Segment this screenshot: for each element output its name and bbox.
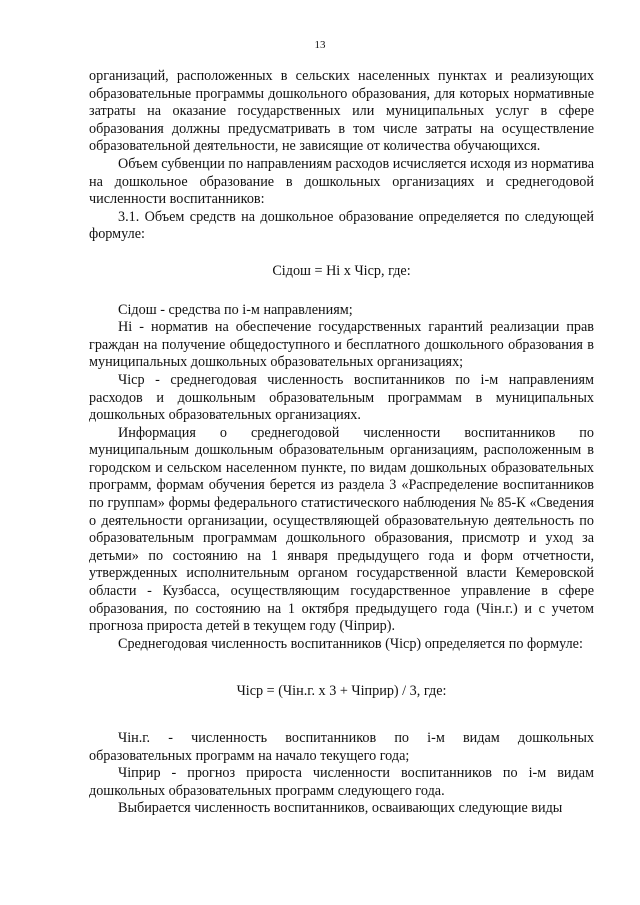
paragraph-7: Информация о среднегодовой численности воспитанников по муниципальным дошкольным образовательным организациям, расположенным в городском и сельском населенном пункте, по видам дошкольных образовательных программ, формам обучения берется из раздела 3 «Распределение воспитанников по группам» формы федерального статистического наблюдения № 85-К «Сведения о деятельности организации, осуществляющей образовательную деятельность по образовательным программам дошкольного образования, присмотр и уход за детьми» по состоянию на 1 января предыдущего года и форм отчетности, утвержденных исполнительным органом государственной власти Кемеровской области - Кузбасса, осуществляющим государственное управление в сфере образования, по состоянию на 1 октября предыдущего года (Чiн.г.) и с учетом прогноза прироста детей в текущем году (Чiприр). — [89, 424, 594, 635]
paragraph-11: Выбирается численность воспитанников, осваивающих следующие виды — [118, 800, 563, 817]
paragraph-2: Объем субвенции по направлениям расходов исчисляется исходя из норматива на дошкольное образование в дошкольных организациях и среднегодовой численности воспитанников: — [89, 155, 594, 208]
formula-1: Сiдош = Нi x Чiср, где: — [272, 262, 411, 279]
paragraph-4: Сiдош - средства по i-м направлениям; — [118, 301, 353, 318]
document-body — [89, 68, 594, 818]
paragraph-3: 3.1. Объем средств на дошкольное образование определяется по следующей формуле: — [89, 208, 594, 243]
page-number: 13 — [314, 39, 326, 51]
formula-2: Чiср = (Чiн.г. x 3 + Чiприр) / 3, где: — [236, 683, 447, 700]
paragraph-6: Чiср - среднегодовая численность воспитанников по i-м направлениям расходов и дошкольным образовательным программам в муниципальных дошкольных образовательных организациях. — [89, 371, 594, 424]
paragraph-9: Чiн.г. - численность воспитанников по i-м видам дошкольных образовательных программ на начало текущего года; — [89, 730, 594, 764]
paragraph-10: Чiприр - прогноз прироста численности воспитанников по i-м видам дошкольных образовательных программ следующего года. — [89, 765, 594, 799]
paragraph-8: Среднегодовая численность воспитанников (Чiср) определяется по формуле: — [118, 635, 583, 652]
paragraph-5: Нi - норматив на обеспечение государственных гарантий реализации прав граждан на получение общедоступного и бесплатного дошкольного образования в муниципальных дошкольных образовательных организациях; — [89, 319, 594, 371]
paragraph-1: организаций, расположенных в сельских населенных пунктах и реализующих образовательные программы дошкольного образования, для которых нормативные затраты на оказание государственных или муниципальных услуг в сфере образования должны предусматривать в том числе затраты на осуществление образовательной деятельности, не зависящие от количества обучающихся. — [89, 68, 594, 155]
